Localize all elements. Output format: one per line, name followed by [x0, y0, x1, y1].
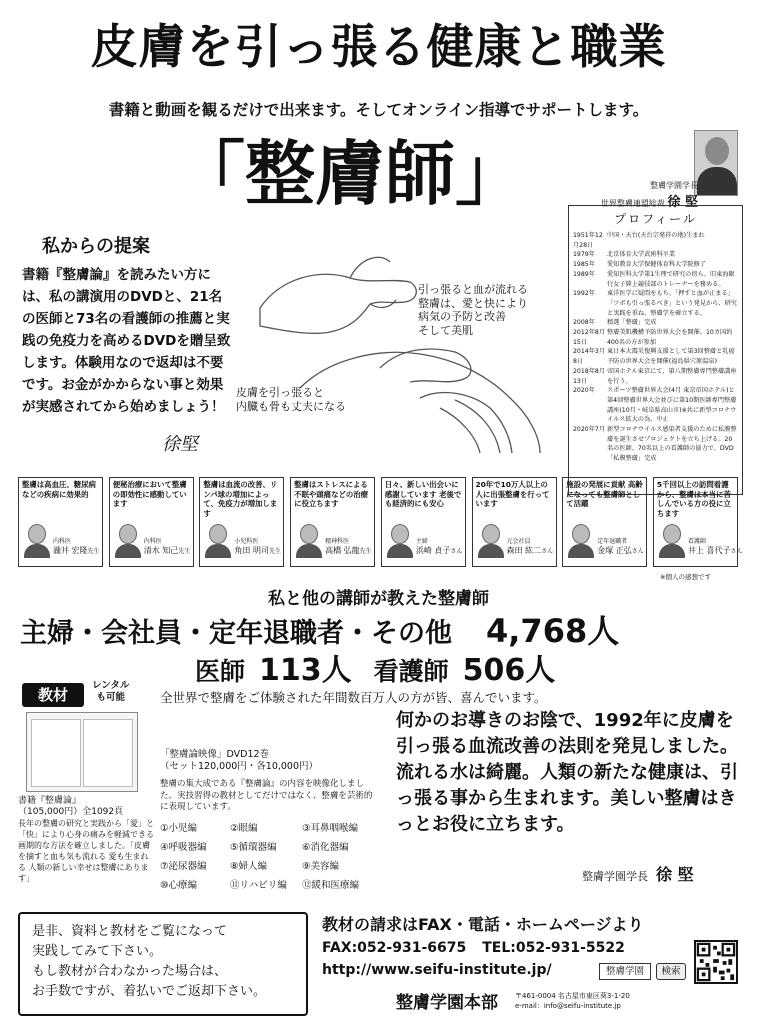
testimonial-title: 整膚はストレスによる不眠や頭痛などの治療に役立ちます: [294, 480, 369, 508]
profile-entry: [573, 328, 738, 347]
profile-year: 1951年12月28日: [573, 232, 603, 249]
profile-year: 2020年: [573, 387, 595, 395]
profile-entry: [573, 250, 738, 260]
video-description: 整膚の集大成である『整膚論』の内容を映像化しました。実技習得の教材としてだけではなく、整膚を芸術的に表現しています。: [160, 779, 373, 812]
testimonial-title: 整膚は血流の改善、リンパ球の増加によって、免疫力が増加します: [203, 480, 278, 518]
video-price: （セット120,000円・各10,000円）: [160, 761, 319, 772]
stats-title: 私と他の講師が教えた整膚師: [268, 589, 489, 609]
qr-code: [694, 940, 738, 984]
testimonials: [18, 477, 743, 569]
testimonial-title: 施設の発展に貢献 高齢になっても整膚師として活躍: [566, 480, 643, 508]
stats-line1-value: 4,768人: [486, 612, 620, 650]
profile-year: 2014年3月8日: [573, 348, 606, 366]
profile-year: 1992年: [573, 290, 595, 298]
testimonial-photo: [24, 522, 50, 556]
testimonial-title: 日々、新しい出会いに感謝しています 老後でも経済的にも安心: [384, 480, 462, 508]
testimonial-name: 角田 明司先生: [234, 546, 281, 555]
testimonial-card: [199, 477, 284, 567]
profile-year: 2020年7月: [573, 426, 606, 434]
author-title-2: 世界整膚連盟総裁 徐 堅: [600, 195, 698, 210]
testimonial-role: 内科医: [53, 538, 72, 545]
volume-item: ②眼編: [230, 823, 258, 834]
profile-entry: [573, 260, 738, 270]
testimonial-card: [18, 477, 103, 567]
testimonial-name: 清水 知己先生: [143, 546, 191, 555]
testimonial-role: 看護師: [687, 538, 706, 545]
testimonial-title: 整膚は高血圧、糖尿病などの疾病に効果的: [22, 480, 96, 499]
testimonial-note: ※個人の感想です: [660, 573, 711, 581]
profile-entry: [573, 347, 738, 366]
testimonial-name: 森田 紘二さん: [506, 546, 554, 555]
profile-box: [568, 205, 743, 495]
volume-item: ⑫緩和医療編: [302, 880, 360, 891]
volume-item: ⑨美容編: [302, 861, 340, 872]
testimonial-photo: [387, 522, 413, 556]
request-box: 是非、資料と教材をご覧になって 実践してみて下さい。 もし教材が合わなかった場合は、 お手数ですが、着払いでご返却下さい。: [18, 912, 308, 1016]
testimonial-name: 高橋 弘龍先生: [325, 546, 372, 555]
nurses-label: 看護師: [373, 657, 449, 686]
testimonial-card: [109, 477, 194, 567]
tel-number: TEL:052-931-5522: [482, 940, 625, 956]
profile-text: 新型コロナウイルス感染者支援のために私膜整膚を誕生させプロジェクトを立ち上げる。20名の医師、70名以上の看護師の協力で、DVD「私膜整膚」完成: [607, 426, 737, 463]
nurses-value: 506人: [462, 653, 556, 688]
author-title: 整膚学園学長: [650, 181, 698, 190]
profile-text: 東洋医学に疑問をもち、「押すと血が止まる」「ツボも引っ張るべき」という発見から、研究と実践を重ね、整膚学を確立する。: [607, 290, 737, 317]
profile-entry: [573, 289, 738, 318]
profile-year: 1989年: [573, 270, 595, 278]
profile-text: 整膚美肌機構予防世界大会を開催。10カ国約400名の方が参加: [607, 329, 733, 346]
testimonial-name: 浜崎 貞子さん: [415, 546, 463, 555]
headquarters-name: 整膚学園本部: [396, 993, 498, 1013]
profile-entry: [573, 231, 738, 250]
volume-item: ④呼吸器編: [160, 842, 207, 853]
proposal-title: 私からの提案: [42, 236, 150, 257]
stats-description: 全世界で整膚をご体験された年間数百万人の方が皆、喜んでいます。: [160, 690, 547, 705]
contact-numbers: [322, 940, 625, 956]
doctors-label: 医師: [195, 657, 246, 686]
volume-item: ⑧婦人編: [230, 861, 268, 872]
subhead: 書籍と動画を観るだけで出来ます。そしてオンライン指導でサポートします。: [108, 101, 649, 119]
author-name: 徐 堅: [667, 195, 698, 210]
volume-list: [160, 820, 385, 891]
testimonial-role: 内科医: [143, 538, 162, 545]
profile-year: 1985年: [573, 261, 595, 269]
testimonial-photo: [296, 522, 322, 556]
book-caption: [18, 796, 123, 818]
testimonial-card: [653, 477, 743, 567]
discovery-signature: 整膚学園学長 徐 堅: [582, 865, 694, 884]
profile-entry: [573, 318, 738, 328]
testimonial-name: 瀧井 宏隆先生: [53, 546, 100, 555]
profile-title: プロフィール: [614, 212, 697, 226]
search-term-box[interactable]: 整膚学園: [599, 963, 651, 980]
book-description: 長年の整膚の研究と実践から「愛」と「快」により心身の痛みを軽減できる画期的な方法を確立しました。「皮膚を摘すと血も気も流れる 愛も生まれる 人類の新しい幸せは整膚にあります」: [18, 819, 154, 883]
book-image: [26, 712, 138, 792]
testimonial-card: [290, 477, 375, 567]
book-title: 書籍『整膚論』: [18, 796, 82, 806]
address: 〒461-0004 名古屋市東区葵3-1-20 e-mail：info@seifu-institute.jp: [515, 992, 630, 1010]
illustration-caption-right: 引っ張ると血が流れる 整膚は、愛と快により 病気の予防と改善 そして美肌: [418, 283, 528, 337]
video-title: 「整膚論映像」DVD12巻 （セット120,000円・各10,000円）: [160, 749, 319, 772]
testimonial-card: [381, 477, 466, 567]
testimonial-role: 小児科医: [234, 538, 259, 545]
testimonial-photo: [205, 522, 231, 556]
profile-year: 1979年: [573, 251, 595, 259]
testimonial-title: 便秘治療において整膚の即効性に感動しています: [112, 480, 187, 508]
request-title: 教材の請求はFAX・電話・ホームページより: [322, 915, 644, 934]
testimonial-name: 井上 喜代子さん: [687, 546, 743, 555]
discovery-text: 何かのお導きのお陰で、1992年に皮膚を引っ張る血流改善の法則を発見しました。流れる水は綺麗。人類の新たな健康は、引っ張る事から生まれます。美しい整膚はきっとお役に立ちます。: [396, 710, 738, 835]
profile-year: 2018年8月13日: [573, 367, 606, 385]
volume-item: ⑤循環器編: [230, 842, 277, 853]
testimonial-role: 元会社員: [506, 538, 531, 545]
stats-line2: [195, 645, 561, 689]
search-button[interactable]: 検索: [656, 963, 686, 980]
profile-year: 2008年: [573, 319, 595, 327]
volume-item: ⑪リハビリ編: [230, 880, 287, 891]
profile-text: 帝国ホテル東京にて、第八期整膚専門整膚講座を行う。: [607, 367, 737, 385]
testimonial-role: 精神科医: [325, 538, 350, 545]
testimonial-title: 20年で10万人以上の人に出張整膚を行っています: [475, 480, 550, 508]
author-portrait: [694, 130, 738, 196]
materials-badge: 教材: [22, 683, 84, 707]
profile-text: 愛知教育大学保健体育科大学院修了: [607, 261, 706, 269]
profile-entry: [573, 270, 738, 289]
discovery-sign-name: 徐 堅: [656, 865, 694, 884]
testimonial-photo: [659, 522, 685, 556]
proposal-text: 書籍『整膚論』を読みたい方には、私の講演用のDVDと、21名の医師と73名の看護師の推薦と実践の免疫力を高めるDVDを贈呈致します。体験用なので返却は不要です。お金がかからない事と効果が実感されてから始めましょう！: [22, 267, 231, 415]
website-link[interactable]: http://www.seifu-institute.jp/: [322, 962, 552, 978]
profile-entry: [573, 367, 738, 386]
illustration-caption-left: 皮膚を引っ張ると 内臓も骨も丈夫になる: [236, 386, 346, 413]
volume-item: ①小児編: [160, 823, 198, 834]
testimonial-card: [472, 477, 557, 567]
stats-line1-label: 主婦・会社員・定年退職者・その他: [20, 618, 452, 649]
testimonial-name: 金塚 正弘さん: [597, 546, 644, 555]
profile-text: 精選「整膚」完成: [607, 319, 657, 327]
rental-note: レンタル も可能: [92, 680, 130, 703]
volume-item: ⑥消化器編: [302, 842, 349, 853]
profile-text: 東日本大震災復興支援として第3回整膚と乳癌予防の世界大会を開催(福島県穴原温泉): [607, 348, 735, 366]
doctors-value: 113人: [259, 653, 352, 688]
profile-text: 北京体育大学武術科卒業: [607, 251, 676, 259]
brand-title: 「整膚師」: [175, 133, 525, 215]
signature: 徐堅: [162, 434, 198, 455]
testimonial-role: 主婦: [415, 538, 428, 545]
testimonial-card: [562, 477, 647, 567]
profile-entry: [573, 425, 738, 464]
testimonial-role: 定年退職者: [597, 538, 628, 545]
testimonial-photo: [115, 522, 141, 556]
profile-text: 愛知医科大学第1生理で研究の傍ら、旧東海銀行女子陸上競技部のトレーナーを務める。: [607, 270, 735, 288]
profile-year: 2012年8月15日: [573, 329, 606, 346]
profile-text: スポーツ整膚世界大会(4月 東京帝国ホテル)と第4回整膚世界大会並びに第10期医師専門整膚講座(10月・岐阜県高山市)※共に新型コロナウイルス拡大の為、中止: [607, 387, 737, 424]
volume-item: ③耳鼻咽喉編: [302, 823, 359, 834]
profile-list: [573, 231, 738, 464]
hands-illustration: [240, 248, 570, 458]
headline: 皮膚を引っ張る健康と職業: [90, 20, 667, 75]
testimonial-photo: [478, 522, 504, 556]
fax-number: FAX:052-931-6675: [322, 940, 467, 956]
profile-entry: [573, 386, 738, 425]
book-price: （105,000円）全1092頁: [18, 807, 124, 817]
volume-item: ⑦泌尿器編: [160, 861, 207, 872]
testimonial-photo: [568, 522, 594, 556]
profile-text: 中国・天台(天台宗発祥の地)生まれ: [607, 232, 705, 239]
volume-item: ⑩心療編: [160, 880, 198, 891]
testimonial-title: 5千回以上の訪問看護から、整膚は本当に苦しんでいる方の役に立ちます: [656, 480, 731, 518]
